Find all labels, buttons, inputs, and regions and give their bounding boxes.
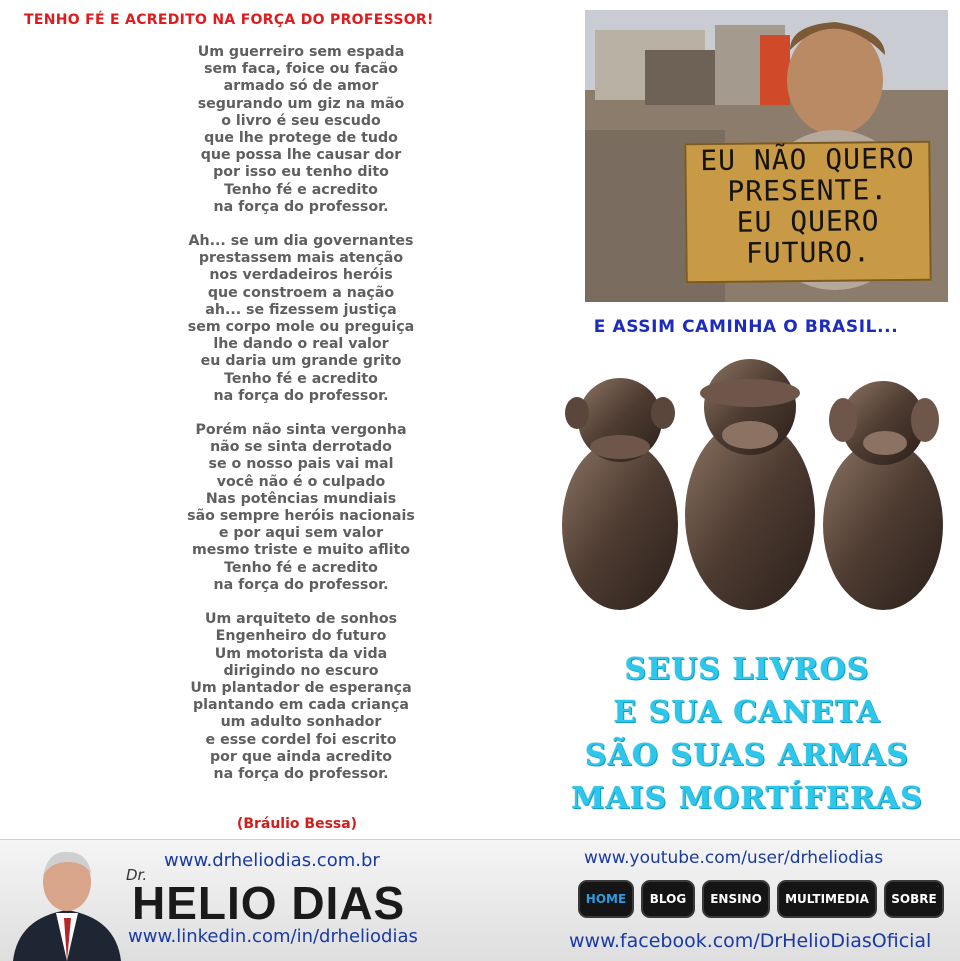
poem-line: se o nosso pais vai mal xyxy=(208,456,394,473)
footer-banner xyxy=(0,839,960,961)
poem-line: são sempre heróis nacionais xyxy=(187,508,415,525)
child-with-sign-photo xyxy=(585,10,948,302)
poem-line: que lhe protege de tudo xyxy=(204,130,398,147)
slogan-line: SEUS LIVROS xyxy=(624,652,870,687)
poem-line: sem corpo mole ou preguiça xyxy=(187,319,415,336)
poem-line: Tenho fé e acredito xyxy=(224,181,378,198)
nav-home-button[interactable]: HOME xyxy=(578,880,634,918)
brasil-caption: E ASSIM CAMINHA O BRASIL... xyxy=(593,317,899,337)
poem-body xyxy=(118,44,484,800)
poem-line: Engenheiro do futuro xyxy=(215,628,387,645)
poem-line: Nas potências mundiais xyxy=(205,490,397,507)
poem-title: TENHO FÉ E ACREDITO NA FORÇA DO PROFESSOR! xyxy=(24,12,434,28)
poem-line: plantando em cada criança xyxy=(193,697,409,714)
nav-ensino-button[interactable]: ENSINO xyxy=(702,880,770,918)
poem-line: mesmo triste e muito aflito xyxy=(191,542,410,559)
monkey-hear-no-evil xyxy=(823,381,943,610)
poem-line: na força do professor. xyxy=(213,387,389,404)
poem-line: Um motorista da vida xyxy=(214,645,388,662)
slogan-line: MAIS MORTÍFERAS xyxy=(571,781,923,816)
poem-line: prestassem mais atenção xyxy=(198,250,404,267)
sign-line: PRESENTE. xyxy=(727,173,889,208)
poem-line: Um plantador de esperança xyxy=(190,679,412,696)
brand-name: HELIO DIAS xyxy=(132,877,406,929)
three-wise-monkeys-image xyxy=(555,355,948,617)
website-link[interactable]: www.drheliodias.com.br xyxy=(164,850,380,871)
poem-author: (Bráulio Bessa) xyxy=(236,816,358,832)
sign-line: EU QUERO xyxy=(736,204,880,239)
nav-sobre-button[interactable]: SOBRE xyxy=(884,880,944,918)
facebook-link[interactable]: www.facebook.com/DrHelioDiasOficial xyxy=(569,930,932,952)
poem-line: Tenho fé e acredito xyxy=(224,370,378,387)
poem-line: por que ainda acredito xyxy=(209,748,392,765)
poem-stanza xyxy=(118,233,484,405)
linkedin-link[interactable]: www.linkedin.com/in/drheliodias xyxy=(128,926,418,947)
poem-line: na força do professor. xyxy=(213,198,389,215)
poem-line: ah... se fizessem justiça xyxy=(205,301,397,318)
slogan-line: SÃO SUAS ARMAS xyxy=(584,738,910,773)
poem-line: um adulto sonhador xyxy=(220,714,382,731)
slogan xyxy=(554,648,940,820)
nav-bar xyxy=(578,880,944,918)
poem-line: que constroem a nação xyxy=(207,284,395,301)
poem-line: Ah... se um dia governantes xyxy=(188,233,414,250)
doctor-prefix: Dr. xyxy=(126,866,148,884)
poem-stanza xyxy=(118,611,484,783)
poem-line: Tenho fé e acredito xyxy=(224,559,378,576)
poem-line: que possa lhe causar dor xyxy=(200,147,402,164)
nav-multimedia-button[interactable]: MULTIMEDIA xyxy=(777,880,877,918)
poem-line: nos verdadeiros heróis xyxy=(209,267,393,284)
poem-stanza xyxy=(118,44,484,216)
nav-blog-button[interactable]: BLOG xyxy=(641,880,695,918)
monkey-see-no-evil xyxy=(685,359,815,610)
poem-line: eu daria um grande grito xyxy=(200,353,402,370)
poem-stanza xyxy=(118,422,484,594)
poem-line: segurando um giz na mão xyxy=(197,95,405,112)
poem-line: não se sinta derrotado xyxy=(210,439,392,456)
sign-line: EU NÃO QUERO xyxy=(700,141,915,178)
poem-line: você não é o culpado xyxy=(216,473,386,490)
poem-line: na força do professor. xyxy=(213,765,389,782)
poem-line: lhe dando o real valor xyxy=(213,336,389,353)
poem-line: e esse cordel foi escrito xyxy=(205,731,397,748)
poem-line: sem faca, foice ou facão xyxy=(204,61,398,78)
poem-line: Porém não sinta vergonha xyxy=(195,422,407,439)
poem-line: na força do professor. xyxy=(213,576,389,593)
poem-line: dirigindo no escuro xyxy=(223,662,379,679)
youtube-link[interactable]: www.youtube.com/user/drheliodias xyxy=(584,848,884,868)
cardboard-sign xyxy=(684,141,931,284)
slogan-line: E SUA CANETA xyxy=(613,695,881,730)
poem-line: Um arquiteto de sonhos xyxy=(204,611,398,628)
poem-line: Um guerreiro sem espada xyxy=(197,44,405,60)
author-portrait xyxy=(8,848,126,961)
poem-line: o livro é seu escudo xyxy=(221,112,381,129)
sign-line: FUTURO. xyxy=(745,235,872,270)
poem-line: por isso eu tenho dito xyxy=(213,164,389,181)
poem-line: e por aqui sem valor xyxy=(218,525,384,542)
poem-line: armado só de amor xyxy=(223,78,379,95)
monkey-speak-no-evil xyxy=(562,378,678,610)
